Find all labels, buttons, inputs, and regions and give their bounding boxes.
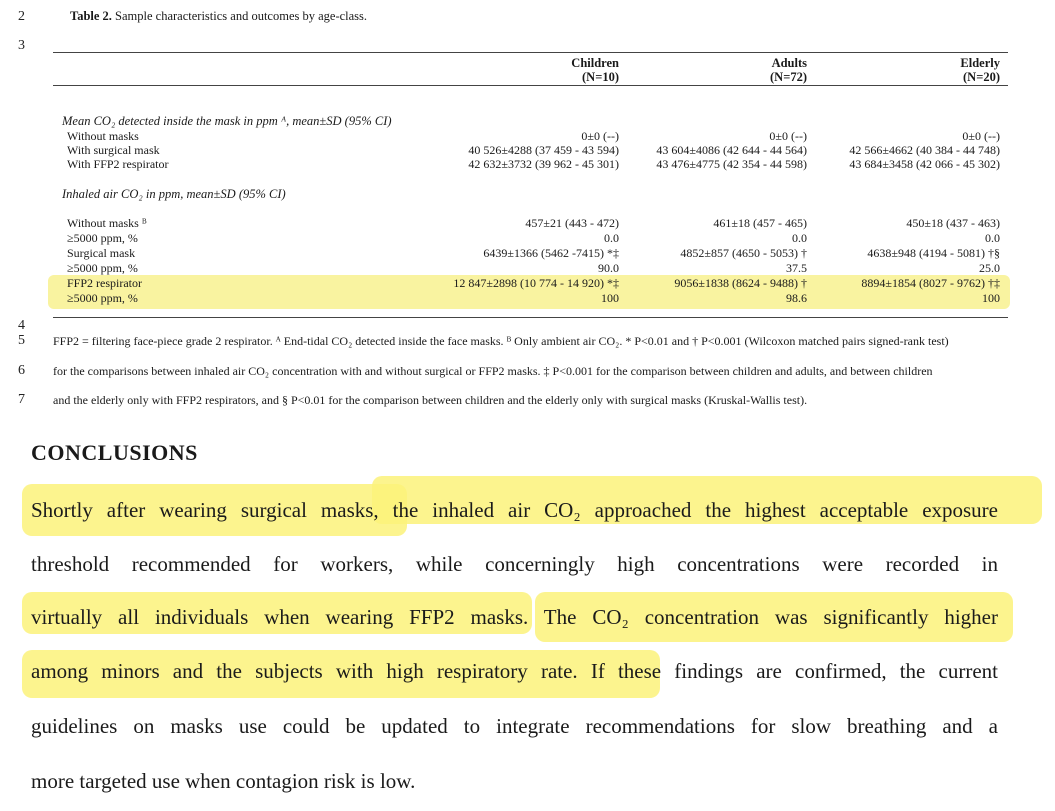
conclusions-line: guidelines on masks use could be updated to integrate recommendations for slow breathing and a [31,714,998,738]
conclusions-line: among minors and the subjects with high respiratory rate. If these findings are confirmed, the current [31,659,998,683]
table-row [0,216,1055,230]
table-bottom-rule [53,317,1008,318]
cell-children: 42 632±3732 (39 962 - 45 301) [468,157,619,171]
cell-adults: 37.5 [786,261,807,275]
row-label: ≥5000 ppm, % [67,291,138,305]
conclusions-line: Shortly after wearing surgical masks, the inhaled air CO₂ approached the highest acceptable exposure [31,498,998,522]
row-label: Surgical mask [67,246,136,260]
table-footnote: and the elderly only with FFP2 respirators, and § P<0.01 for the comparison between children and the elderly only with surgical masks (Kruskal-Wallis test). [53,393,808,407]
line-number: 5 [18,333,25,348]
table-row [0,291,1055,305]
column-count: (N=72) [770,70,807,84]
column-name: Elderly [960,56,1000,70]
cell-elderly: 0.0 [985,231,1000,245]
column-count: (N=10) [582,70,619,84]
table-row [0,231,1055,245]
column-header-children [399,56,619,84]
table-caption-label: Table 2. [70,9,112,23]
table-footnote: FFP2 = filtering face-piece grade 2 respirator. ᴬ End-tidal CO₂ detected inside the face masks. ᴮ Only ambient air CO₂. * P<0.01 and † P<0.001 (Wilcoxon matched pairs signed-rank test) [53,334,949,348]
row-label: With FFP2 respirator [67,157,169,171]
cell-elderly: 100 [982,291,1000,305]
cell-adults: 0.0 [792,231,807,245]
section-title-mask-co2: Mean CO₂ detected inside the mask in ppm ᴬ, mean±SD (95% CI) [62,114,392,128]
row-label: ≥5000 ppm, % [67,261,138,275]
conclusions-line: virtually all individuals when wearing FFP2 masks. The CO₂ concentration was significantly higher [31,605,998,629]
table-row [0,261,1055,275]
table-row [0,143,1055,157]
cell-children: 457±21 (443 - 472) [525,216,619,230]
line-number: 3 [18,38,25,53]
cell-elderly: 43 684±3458 (42 066 - 45 302) [849,157,1000,171]
cell-elderly: 4638±948 (4194 - 5081) †§ [867,246,1000,260]
cell-adults: 43 476±4775 (42 354 - 44 598) [656,157,807,171]
table-row [0,276,1055,290]
cell-elderly: 25.0 [979,261,1000,275]
table-row [0,157,1055,171]
row-label: ≥5000 ppm, % [67,231,138,245]
column-name: Adults [771,56,807,70]
cell-adults: 9056±1838 (8624 - 9488) † [674,276,807,290]
line-number: 6 [18,363,25,378]
cell-children: 90.0 [598,261,619,275]
cell-elderly: 8894±1854 (8027 - 9762) †‡ [861,276,1000,290]
section-title-inhaled-co2: Inhaled air CO₂ in ppm, mean±SD (95% CI) [62,187,286,201]
row-label: Without masks ᴮ [67,216,147,230]
line-number: 7 [18,392,25,407]
conclusions-heading: CONCLUSIONS [31,440,198,465]
table-row [0,246,1055,260]
cell-adults: 0±0 (--) [769,129,807,143]
column-count: (N=20) [963,70,1000,84]
line-number: 4 [18,318,25,333]
cell-children: 100 [601,291,619,305]
table-top-rule [53,52,1008,53]
column-header-adults [587,56,807,84]
row-label: Without masks [67,129,139,143]
cell-adults: 98.6 [786,291,807,305]
table-footnote: for the comparisons between inhaled air CO₂ concentration with and without surgical or FFP2 masks. ‡ P<0.001 for the comparison between children and adults, and between children [53,364,933,378]
cell-children: 12 847±2898 (10 774 - 14 920) *‡ [453,276,619,290]
cell-children: 6439±1366 (5462 -7415) *‡ [483,246,619,260]
cell-adults: 461±18 (457 - 465) [713,216,807,230]
line-number: 2 [18,9,25,24]
table-caption-text: Sample characteristics and outcomes by age-class. [111,9,368,23]
cell-adults: 43 604±4086 (42 644 - 44 564) [656,143,807,157]
row-label: FFP2 respirator [67,276,142,290]
cell-children: 0±0 (--) [581,129,619,143]
cell-children: 0.0 [604,231,619,245]
conclusions-line: threshold recommended for workers, while concerningly high concentrations were recorded in [31,552,998,576]
column-name: Children [571,56,619,70]
cell-elderly: 450±18 (437 - 463) [906,216,1000,230]
table-caption [70,9,367,24]
column-header-elderly [780,56,1000,84]
table-header-rule [53,85,1008,86]
cell-elderly: 0±0 (--) [962,129,1000,143]
cell-children: 40 526±4288 (37 459 - 43 594) [468,143,619,157]
table-row [0,129,1055,143]
cell-elderly: 42 566±4662 (40 384 - 44 748) [849,143,1000,157]
conclusions-last-line: more targeted use when contagion risk is low. [31,769,416,793]
row-label: With surgical mask [67,143,160,157]
cell-adults: 4852±857 (4650 - 5053) † [680,246,807,260]
